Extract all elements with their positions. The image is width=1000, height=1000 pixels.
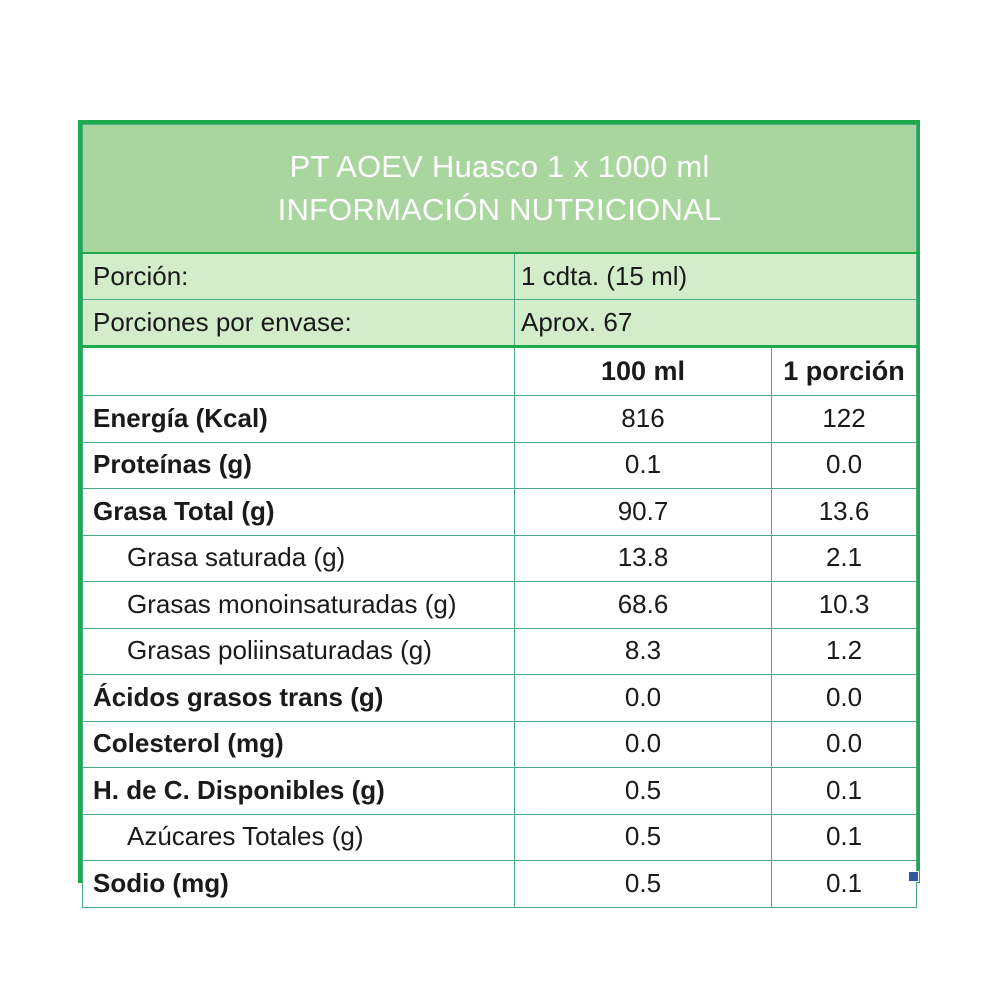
nutrient-value-per-serving: 13.6 — [772, 489, 917, 536]
nutrient-label-cell — [83, 814, 515, 861]
portion-row — [83, 253, 917, 300]
table-row — [83, 489, 917, 536]
table-row — [83, 535, 917, 582]
table-row — [83, 442, 917, 489]
nutrient-label-cell — [83, 861, 515, 908]
table-row — [83, 814, 917, 861]
servings-label: Porciones por envase: — [83, 300, 515, 347]
table-row — [83, 861, 917, 908]
nutrient-value-per-100ml: 13.8 — [515, 535, 772, 582]
selection-fill-handle[interactable] — [908, 871, 919, 882]
nutrient-label: Sodio (mg) — [93, 867, 229, 898]
table-row — [83, 396, 917, 443]
title-row — [83, 125, 917, 254]
nutrient-value-per-serving: 0.1 — [772, 814, 917, 861]
nutrient-label-cell — [83, 535, 515, 582]
table-row — [83, 721, 917, 768]
nutrient-value-per-serving: 122 — [772, 396, 917, 443]
nutrient-label: Grasas poliinsaturadas (g) — [127, 635, 432, 666]
nutrient-value-per-serving: 0.0 — [772, 442, 917, 489]
table-row — [83, 582, 917, 629]
nutrient-label-cell — [83, 628, 515, 675]
nutrient-label: Colesterol (mg) — [93, 728, 284, 759]
nutrient-value-per-100ml: 90.7 — [515, 489, 772, 536]
column-header-row — [83, 347, 917, 396]
header-label-blank — [83, 347, 515, 396]
nutrient-label: Grasas monoinsaturadas (g) — [127, 588, 457, 619]
nutrient-label-cell — [83, 768, 515, 815]
nutrient-value-per-serving: 10.3 — [772, 582, 917, 629]
portion-value: 1 cdta. (15 ml) — [515, 253, 917, 300]
nutrition-facts-table — [82, 124, 917, 908]
nutrient-value-per-100ml: 0.5 — [515, 768, 772, 815]
product-title: PT AOEV Huasco 1 x 1000 ml — [289, 148, 710, 184]
nutrient-label: Energía (Kcal) — [93, 402, 268, 433]
nutrient-value-per-serving: 1.2 — [772, 628, 917, 675]
portion-label: Porción: — [83, 253, 515, 300]
nutrient-value-per-serving: 0.0 — [772, 675, 917, 722]
nutrient-value-per-100ml: 0.0 — [515, 721, 772, 768]
table-body — [83, 125, 917, 908]
table-row — [83, 768, 917, 815]
nutrient-value-per-serving: 0.0 — [772, 721, 917, 768]
nutrient-label-cell — [83, 721, 515, 768]
nutrient-value-per-100ml: 816 — [515, 396, 772, 443]
nutrient-label-cell — [83, 582, 515, 629]
nutrient-label-cell — [83, 675, 515, 722]
nutrient-label: Azúcares Totales (g) — [127, 821, 364, 852]
nutrient-label: Grasa Total (g) — [93, 495, 275, 526]
nutrient-label-cell — [83, 489, 515, 536]
nutrient-label: Grasa saturada (g) — [127, 542, 346, 573]
nutrition-facts-panel[interactable] — [78, 120, 920, 898]
nutrient-value-per-100ml: 0.5 — [515, 814, 772, 861]
nutrient-value-per-serving: 2.1 — [772, 535, 917, 582]
nutrient-value-per-100ml: 0.1 — [515, 442, 772, 489]
nutrition-heading: INFORMACIÓN NUTRICIONAL — [277, 191, 722, 227]
panel-title — [83, 125, 917, 254]
nutrient-label: Proteínas (g) — [93, 449, 252, 480]
nutrient-value-per-100ml: 8.3 — [515, 628, 772, 675]
nutrient-label: Ácidos grasos trans (g) — [93, 681, 384, 712]
nutrient-value-per-100ml: 0.0 — [515, 675, 772, 722]
nutrient-value-per-serving: 0.1 — [772, 861, 917, 908]
nutrient-label-cell — [83, 442, 515, 489]
header-per-serving: 1 porción — [772, 347, 917, 396]
table-row — [83, 675, 917, 722]
header-per-100ml: 100 ml — [515, 347, 772, 396]
nutrient-value-per-100ml: 0.5 — [515, 861, 772, 908]
nutrient-label-cell — [83, 396, 515, 443]
nutrient-value-per-serving: 0.1 — [772, 768, 917, 815]
servings-value: Aprox. 67 — [515, 300, 917, 347]
nutrient-value-per-100ml: 68.6 — [515, 582, 772, 629]
nutrient-label: H. de C. Disponibles (g) — [93, 774, 385, 805]
servings-row — [83, 300, 917, 347]
table-row — [83, 628, 917, 675]
